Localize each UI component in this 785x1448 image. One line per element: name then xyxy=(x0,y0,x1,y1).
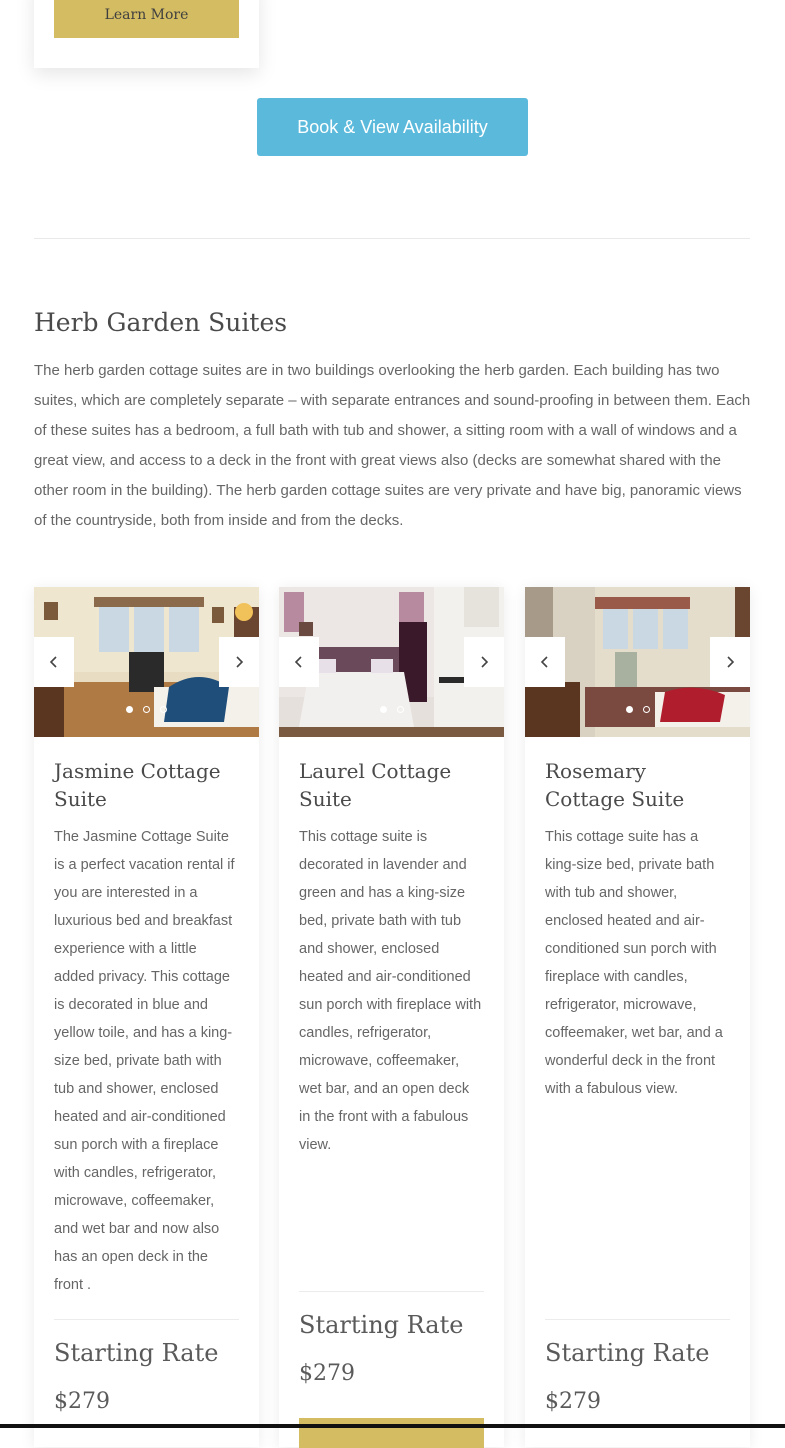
card-divider xyxy=(54,1319,239,1320)
rate-label: Starting Rate xyxy=(299,1311,464,1339)
carousel-prev-button[interactable] xyxy=(34,637,74,687)
carousel-prev-button[interactable] xyxy=(279,637,319,687)
carousel-next-button[interactable] xyxy=(464,637,504,687)
rate-label: Starting Rate xyxy=(545,1339,710,1367)
carousel-dots xyxy=(279,706,504,713)
carousel-dot[interactable] xyxy=(626,706,633,713)
bottom-bar xyxy=(0,1424,785,1428)
card-divider xyxy=(545,1319,730,1320)
card-divider xyxy=(299,1291,484,1292)
carousel-dots xyxy=(34,706,259,713)
rate-price: $279 xyxy=(54,1389,110,1414)
suite-card-jasmine xyxy=(34,587,259,1447)
chevron-right-icon xyxy=(233,655,245,669)
chevron-left-icon xyxy=(293,655,305,669)
chevron-right-icon xyxy=(478,655,490,669)
rate-price: $279 xyxy=(545,1389,601,1414)
previous-card xyxy=(34,0,259,68)
book-view-availability-button[interactable]: Book & View Availability xyxy=(257,98,528,156)
rate-price: $279 xyxy=(299,1361,355,1386)
carousel-dot[interactable] xyxy=(397,706,404,713)
carousel-dot[interactable] xyxy=(143,706,150,713)
carousel-dot[interactable] xyxy=(160,706,167,713)
carousel-next-button[interactable] xyxy=(710,637,750,687)
chevron-right-icon xyxy=(724,655,736,669)
carousel-dot[interactable] xyxy=(380,706,387,713)
carousel-prev-button[interactable] xyxy=(525,637,565,687)
suite-card-rosemary xyxy=(525,587,750,1447)
suite-description: The Jasmine Cottage Suite is a perfect vacation rental if you are interested in a luxurious bed and breakfast experience with a little added privacy. This cottage is decorated in blue and yellow toile, and has a king-size bed, private bath with tub and shower, enclosed heated and air-conditioned sun porch with a fireplace with candles, refrigerator, microwave, coffeemaker, and wet bar and now also has an open deck in the front . xyxy=(54,829,235,1293)
chevron-left-icon xyxy=(539,655,551,669)
learn-more-button[interactable]: Learn More xyxy=(54,0,239,38)
suite-photo-carousel xyxy=(525,587,750,737)
suite-title: Rosemary Cottage Suite xyxy=(545,759,685,811)
section-divider xyxy=(34,238,750,239)
suite-title: Laurel Cottage Suite xyxy=(299,759,452,811)
carousel-next-button[interactable] xyxy=(219,637,259,687)
suite-photo-carousel xyxy=(279,587,504,737)
rate-label: Starting Rate xyxy=(54,1339,219,1367)
suite-description: This cottage suite has a king-size bed, private bath with tub and shower, enclosed heated and air-conditioned sun porch with fireplace with candles, refrigerator, microwave, coffeemaker, wet bar, and a wonderful deck in the front with a fabulous view. xyxy=(545,829,723,1097)
card-action-button[interactable] xyxy=(299,1418,484,1448)
carousel-dots xyxy=(525,706,750,713)
suite-title: Jasmine Cottage Suite xyxy=(54,759,221,811)
suite-card-laurel xyxy=(279,587,504,1447)
suite-description: This cottage suite is decorated in lavender and green and has a king-size bed, private bath with tub and shower, enclosed heated and air-conditioned sun porch with fireplace with candles, refrigerator, microwave, coffeemaker, wet bar, and an open deck in the front with a fabulous view. xyxy=(299,829,482,1153)
carousel-dot[interactable] xyxy=(643,706,650,713)
suite-photo-carousel xyxy=(34,587,259,737)
carousel-dot[interactable] xyxy=(126,706,133,713)
chevron-left-icon xyxy=(48,655,60,669)
section-description: The herb garden cottage suites are in two buildings overlooking the herb garden. Each building has two suites, which are completely separate – with separate entrances and sound-proofing in between them. Each of these suites has a bedroom, a full bath with tub and shower, a sitting room with a wall of windows and a great view, and access to a deck in the front with great views also (decks are somewhat shared with the other room in the building). The herb garden cottage suites are very private and have big, panoramic views of the countryside, both from inside and from the decks. xyxy=(34,362,751,529)
section-title: Herb Garden Suites xyxy=(34,308,288,337)
